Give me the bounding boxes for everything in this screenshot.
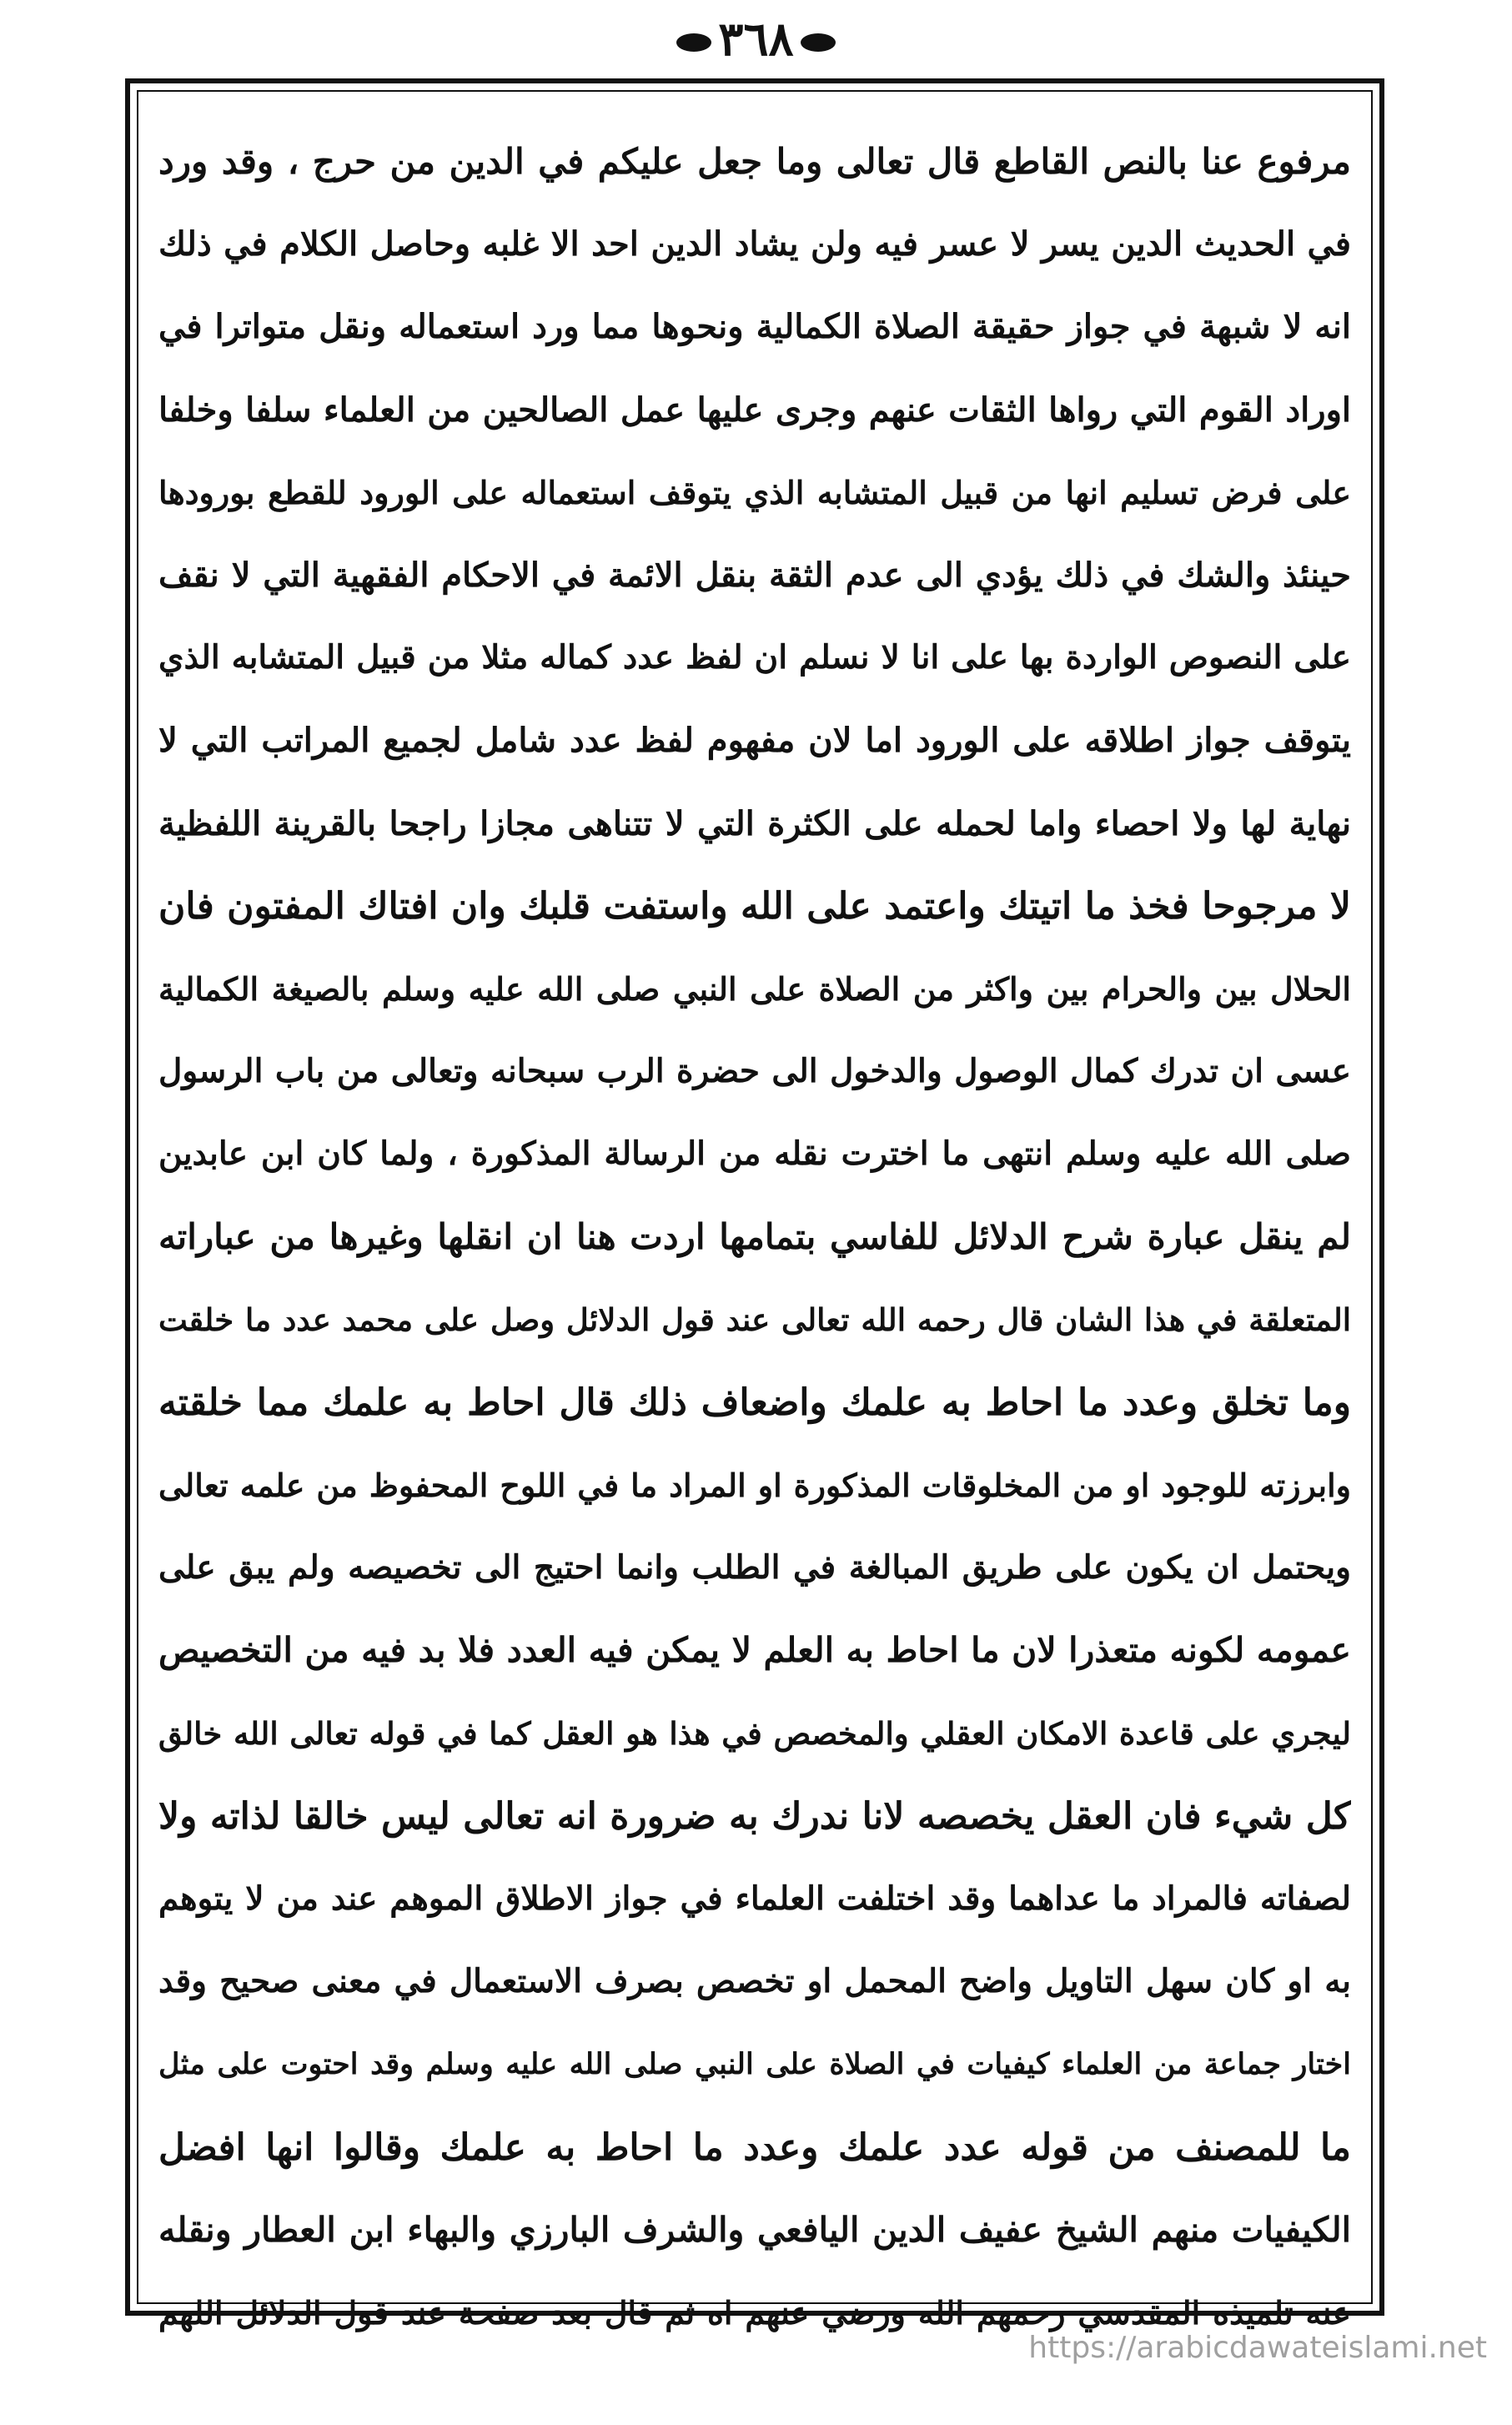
- text-frame: [125, 78, 1384, 2332]
- text-line: نهاية لها ولا احصاء واما لحمله على الكثرة التي لا تتناهى مجازا راجحا بالقرينة اللفظية: [158, 803, 1351, 843]
- text-line: على النصوص الواردة بها على انا لا نسلم ان لفظ عدد كماله مثلا من قبيل المتشابه الذي: [158, 638, 1351, 677]
- text-line: مرفوع عنا بالنص القاطع قال تعالى وما جعل عليكم في الدين من حرج ، وقد ورد: [158, 141, 1351, 182]
- text-line: كل شيء فان العقل يخصصه لانا ندرك به ضرورة انه تعالى ليس خالقا لذاته ولا: [158, 1794, 1351, 1838]
- page-number-text: ٣٦٨: [718, 12, 794, 67]
- text-line: عسى ان تدرك كمال الوصول والدخول الى حضرة الرب سبحانه وتعالى من باب الرسول: [158, 1052, 1351, 1091]
- text-line: عنه تلميذه المقدسي رحمهم الله ورضي عنهم اه ثم قال بعد صفحة عند قول الدلائل اللهم: [158, 2293, 1351, 2332]
- page-number: [0, 12, 1512, 67]
- text-line: انه لا شبهة في جواز حقيقة الصلاة الكمالية ونحوها مما ورد استعماله ونقل متواترا في: [158, 307, 1351, 347]
- text-line: ليجري على قاعدة الامكان العقلي والمخصص في هذا هو العقل كما في قوله تعالى الله خالق: [158, 1714, 1351, 1752]
- text-line: اوراد القوم التي رواها الثقات عنهم وجرى عليها عمل الصالحين من العلماء سلفا وخلفا: [158, 390, 1351, 430]
- watermark: https://arabicdawateislami.net: [1028, 2331, 1487, 2365]
- right-ornament-icon: [801, 33, 836, 52]
- text-line: صلى الله عليه وسلم انتهى ما اخترت نقله من الرسالة المذكورة ، ولما كان ابن عابدين: [158, 1135, 1351, 1174]
- text-body: [158, 120, 1351, 2354]
- left-ornament-icon: [676, 33, 711, 52]
- text-line: عمومه لكونه متعذرا لان ما احاط به العلم لا يمكن فيه العدد فلا بد فيه من التخصيص: [158, 1630, 1351, 1671]
- text-line: الكيفيات منهم الشيخ عفيف الدين اليافعي والشرف البارزي والبهاء ابن العطار ونقله: [158, 2209, 1351, 2250]
- text-line: الحلال بين والحرام بين واكثر من الصلاة على النبي صلى الله عليه وسلم بالصيغة الكمالية: [158, 969, 1351, 1008]
- text-line: وما تخلق وعدد ما احاط به علمك واضعاف ذلك قال احاط به علمك مما خلقته: [158, 1381, 1351, 1424]
- text-line: ما للمصنف من قوله عدد علمك وعدد ما احاط به علمك وقالوا انها افضل: [158, 2126, 1351, 2169]
- text-line: به او كان سهل التاويل واضح المحمل او تخصص بصرف الاستعمال في معنى صحيح وقد: [158, 1962, 1351, 2001]
- text-line: المتعلقة في هذا الشان قال رحمه الله تعالى عند قول الدلائل وصل على محمد عدد ما خلقت: [158, 1301, 1351, 1338]
- text-line: ويحتمل ان يكون على طريق المبالغة في الطلب وانما احتيج الى تخصيصه ولم يبق على: [158, 1548, 1351, 1587]
- text-line: على فرض تسليم انها من قبيل المتشابه الذي يتوقف استعماله على الورود للقطع بورودها: [158, 473, 1351, 511]
- text-line: لا مرجوحا فخذ ما اتيتك واعتمد على الله واستفت قلبك وان افتاك المفتون فان: [158, 884, 1351, 928]
- text-line: لم ينقل عبارة شرح الدلائل للفاسي بتمامها اردت هنا ان انقلها وغيرها من عباراته: [158, 1216, 1351, 1258]
- text-line: اختار جماعة من العلماء كيفيات في الصلاة على النبي صلى الله عليه وسلم وقد احتوت على مثل: [158, 2047, 1351, 2082]
- text-line: في الحديث الدين يسر لا عسر فيه ولن يشاد الدين احد الا غلبه وحاصل الكلام في ذلك: [158, 224, 1351, 264]
- text-line: حينئذ والشك في ذلك يؤدي الى عدم الثقة بنقل الائمة في الاحكام الفقهية التي لا نقف: [158, 555, 1351, 595]
- text-line: لصفاته فالمراد ما عداهما وقد اختلفت العلماء في جواز الاطلاق الموهم عند من لا يتوهم: [158, 1879, 1351, 1918]
- text-line: وابرزته للوجود او من المخلوقات المذكورة او المراد ما في اللوح المحفوظ من علمه تعالى: [158, 1467, 1351, 1504]
- text-line: يتوقف جواز اطلاقه على الورود اما لان مفهوم لفظ عدد شامل لجميع المراتب التي لا: [158, 721, 1351, 761]
